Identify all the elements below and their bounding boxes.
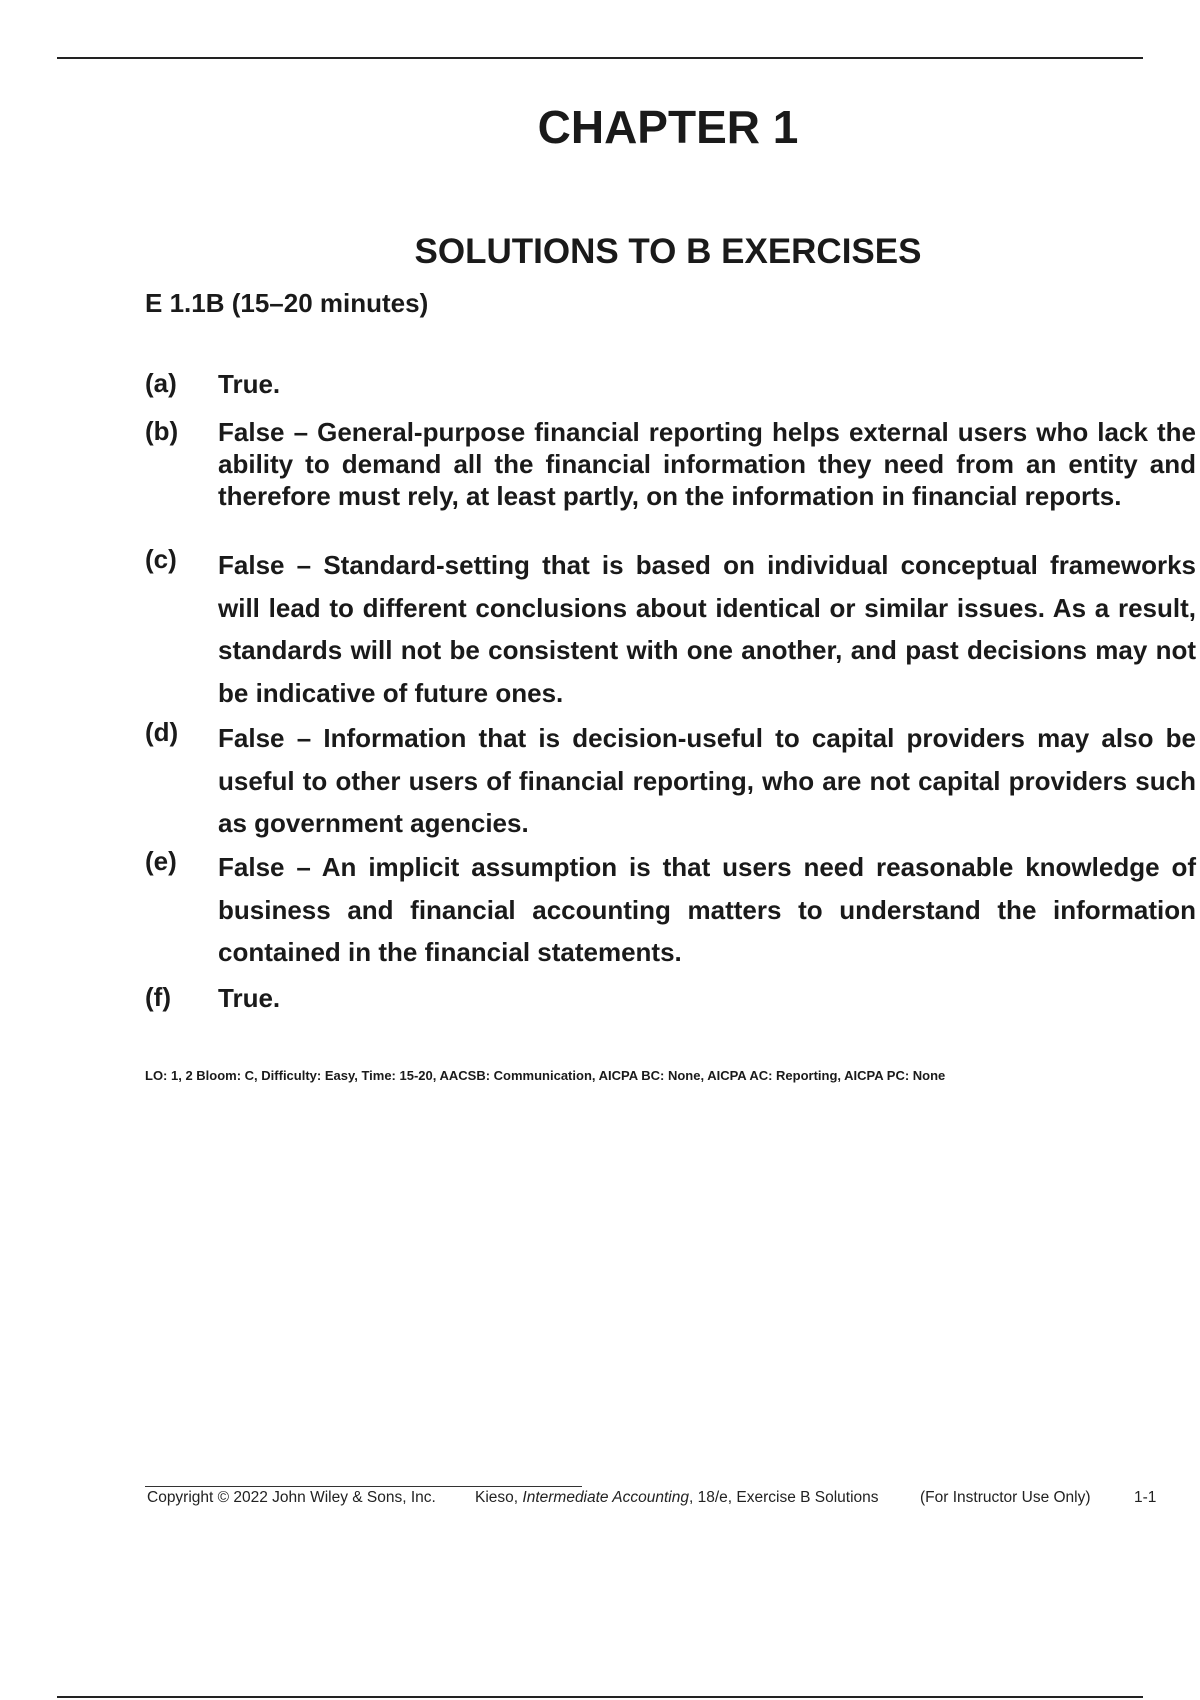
footer-rule <box>145 1486 582 1487</box>
answer-letter: (a) <box>145 368 177 398</box>
footer-copyright: Copyright © 2022 John Wiley & Sons, Inc. <box>147 1489 436 1506</box>
section-title: SOLUTIONS TO B EXERCISES <box>414 232 922 271</box>
chapter-title: CHAPTER 1 <box>537 101 799 153</box>
answer-text: False – An implicit assumption is that users need reasonable knowledge of business and financial accounting matters to understand the information contained in the financial statements. <box>218 852 1196 967</box>
answer-letter: (f) <box>145 982 171 1012</box>
answer-letter: (d) <box>145 717 179 747</box>
footer-author: Kieso, <box>475 1489 523 1506</box>
footer-book-reference <box>475 1489 879 1507</box>
top-rule <box>57 57 1143 59</box>
answer-letter: (b) <box>145 416 179 446</box>
answer-letter: (c) <box>145 544 177 574</box>
footer-book-title: Intermediate Accounting <box>522 1489 689 1506</box>
answer-text: True. <box>218 983 281 1013</box>
bottom-rule <box>57 1696 1143 1698</box>
learning-objectives-line: LO: 1, 2 Bloom: C, Difficulty: Easy, Time: 15-20, AACSB: Communication, AICPA BC: None, AICPA AC: Reporting, AICPA PC: None <box>145 1068 946 1083</box>
answer-letter: (e) <box>145 846 177 876</box>
exercise-heading: E 1.1B (15–20 minutes) <box>145 288 429 318</box>
answer-text: False – Standard-setting that is based on individual conceptual frameworks will lead to different conclusions about identical or similar issues. As a result, standards will not be consistent with one another, and past decisions may not be indicative of future ones. <box>218 550 1196 708</box>
footer-book-edition: , 18/e, Exercise B Solutions <box>688 1489 879 1506</box>
footer-instructor-note: (For Instructor Use Only) <box>920 1489 1091 1506</box>
answer-text: False – Information that is decision-useful to capital providers may also be useful to other users of financial reporting, who are not capital providers such as government agencies. <box>218 723 1196 838</box>
answer-text: True. <box>218 369 281 399</box>
page-number: 1-1 <box>1134 1489 1157 1506</box>
answer-text: False – General-purpose financial reporting helps external users who lack the ability to demand all the financial information they need from an entity and therefore must rely, at least partly, on the information in financial reports. <box>218 417 1196 511</box>
